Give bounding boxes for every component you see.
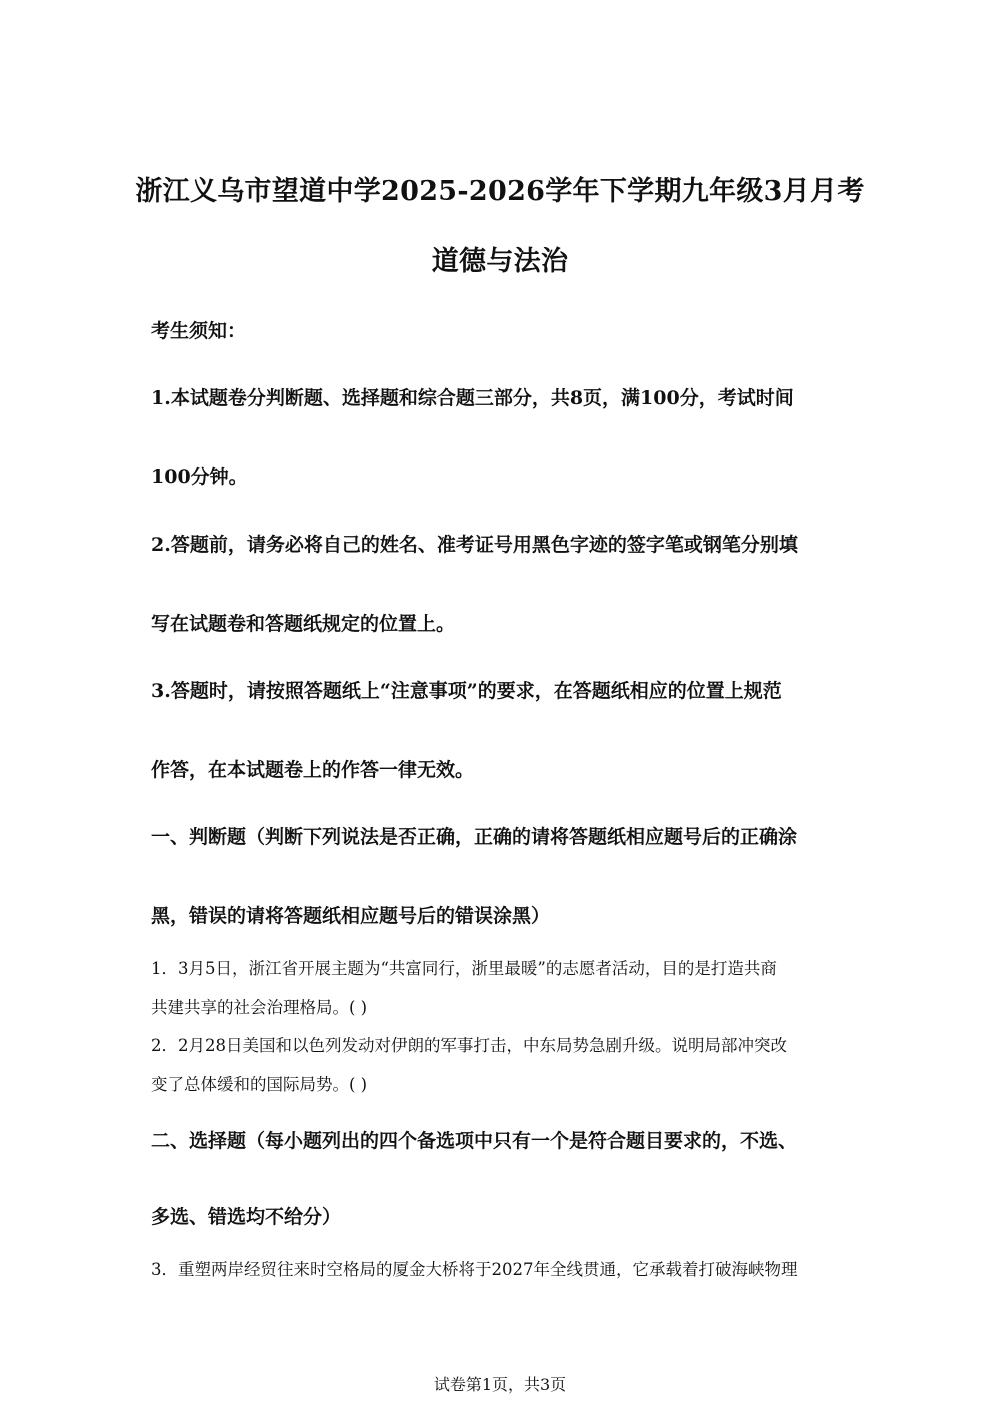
section-heading-judgment-cont: 黑，错误的请将答题纸相应题号后的错误涂黑） <box>151 905 551 927</box>
notice-item-1-cont: 100分钟。 <box>151 466 248 488</box>
question-2: 2．2月28日美国和以色列发动对伊朗的军事打击，中东局势急剧升级。说明局部冲突改 <box>151 1036 787 1055</box>
section-heading-choice-cont: 多选、错选均不给分） <box>151 1206 342 1228</box>
notice-item-2: 2.答题前，请务必将自己的姓名、准考证号用黑色字迹的签字笔或钢笔分别填 <box>151 534 798 556</box>
notice-heading: 考生须知： <box>151 320 247 342</box>
section-heading-judgment: 一、判断题（判断下列说法是否正确，正确的请将答题纸相应题号后的正确涂 <box>151 826 798 848</box>
question-3: 3．重塑两岸经贸往来时空格局的厦金大桥将于2027年全线贯通，它承载着打破海峡物理 <box>151 1260 798 1279</box>
page-footer: 试卷第1页，共3页 <box>433 1375 567 1394</box>
notice-item-3: 3.答题时，请按照答题纸上“注意事项”的要求，在答题纸相应的位置上规范 <box>151 680 782 702</box>
notice-item-3-cont: 作答，在本试题卷上的作答一律无效。 <box>151 759 475 781</box>
exam-title: 浙江义乌市望道中学2025-2026学年下学期九年级3月月考 <box>135 176 865 207</box>
notice-item-1: 1.本试题卷分判断题、选择题和综合题三部分，共8页，满100分，考试时间 <box>151 387 794 409</box>
subject-title: 道德与法治 <box>431 246 569 277</box>
question-2-cont: 变了总体缓和的国际局势。( ) <box>151 1075 368 1094</box>
question-1-cont: 共建共享的社会治理格局。( ) <box>151 998 368 1017</box>
section-heading-choice: 二、选择题（每小题列出的四个备选项中只有一个是符合题目要求的，不选、 <box>151 1130 798 1152</box>
notice-item-2-cont: 写在试题卷和答题纸规定的位置上。 <box>151 613 456 635</box>
question-1: 1．3月5日，浙江省开展主题为“共富同行，浙里最暖”的志愿者活动，目的是打造共商 <box>151 959 777 978</box>
